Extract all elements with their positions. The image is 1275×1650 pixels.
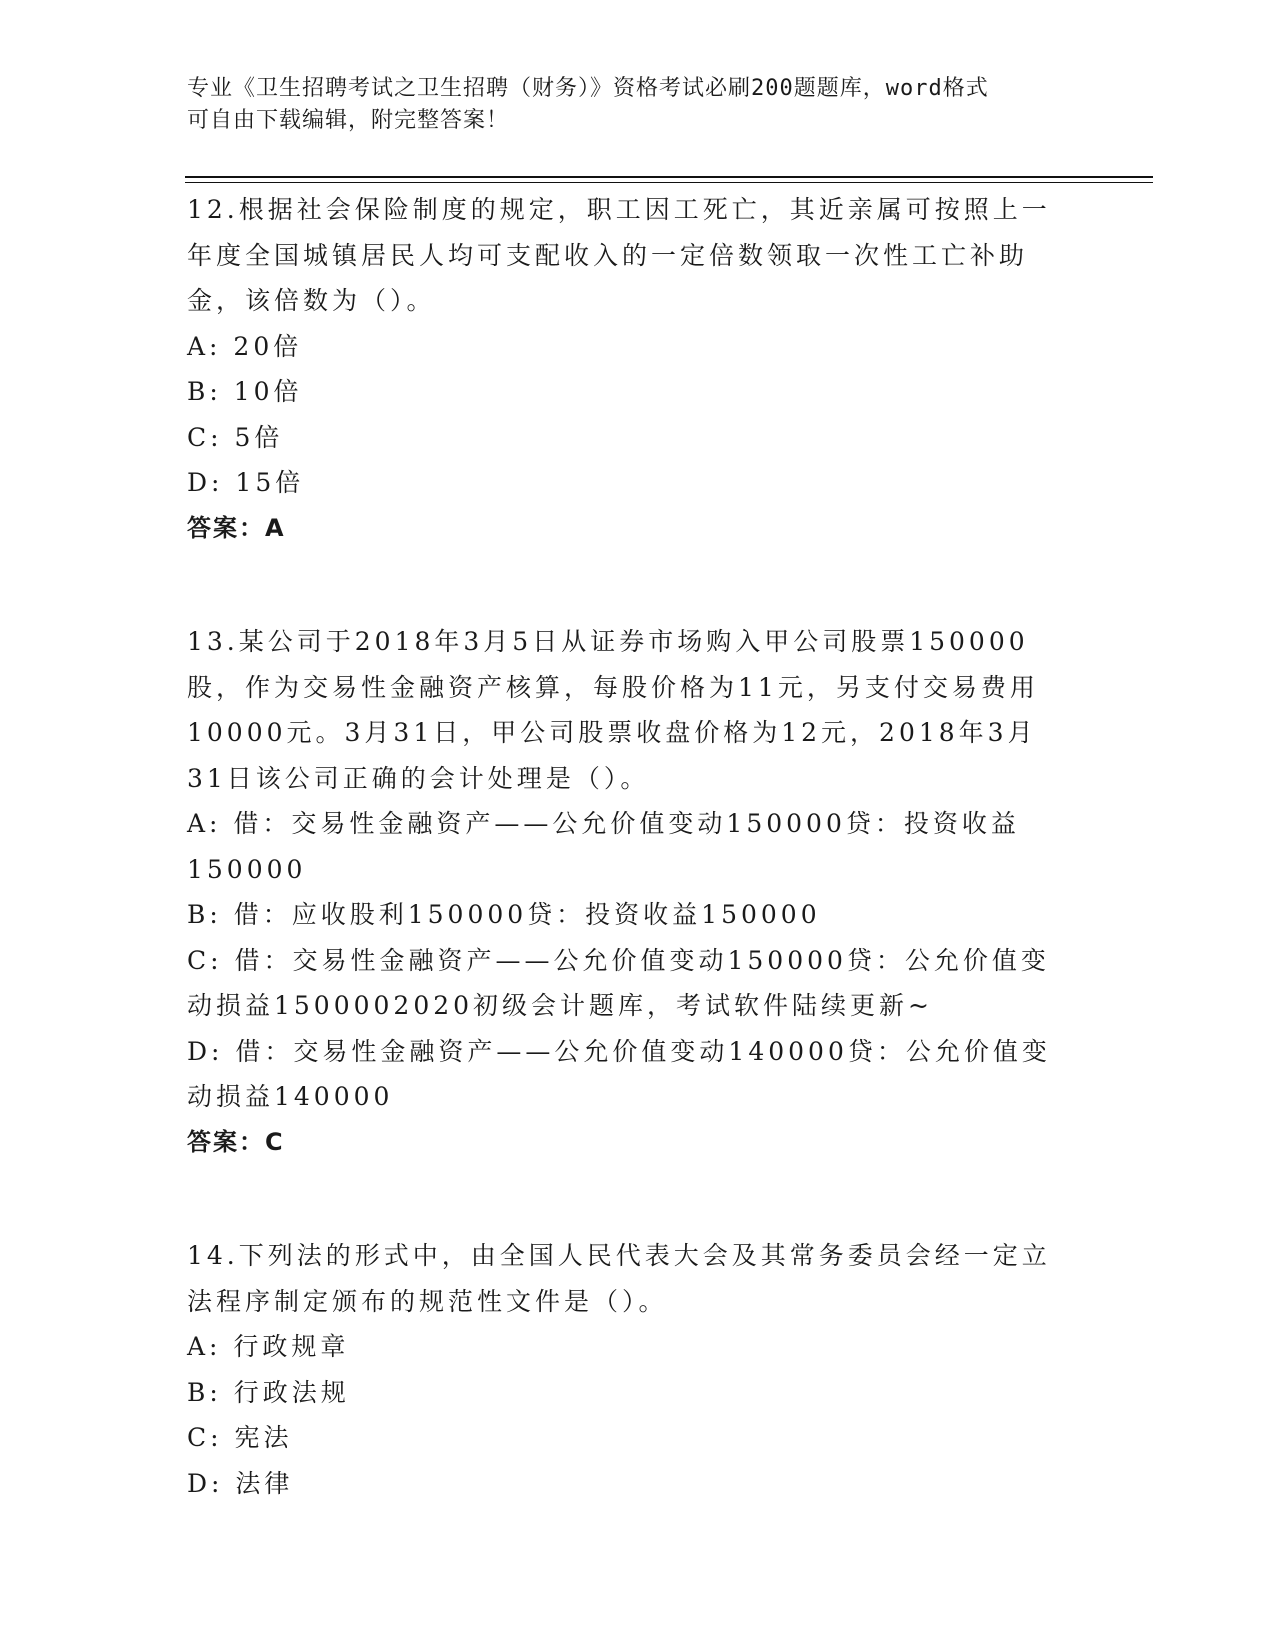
option-a: A: 借：交易性金融资产——公允价值变动150000贷：投资收益150000 — [187, 809, 1020, 884]
option-d: D: 15倍 — [187, 468, 305, 497]
question-list — [187, 187, 1067, 1506]
option-a: A: 行政规章 — [187, 1332, 350, 1361]
document-header — [187, 73, 1067, 137]
option-b: B: 10倍 — [187, 377, 303, 406]
option-c: C: 宪法 — [187, 1423, 293, 1452]
question-13 — [187, 619, 1067, 1165]
option-a: A: 20倍 — [187, 331, 303, 361]
option-d: D: 法律 — [187, 1468, 294, 1498]
option-d: D: 借：交易性金融资产——公允价值变动140000贷：公允价值变动损益140000 — [187, 1036, 1051, 1111]
option-b: B: 行政法规 — [187, 1377, 350, 1407]
header-line-1: 专业《卫生招聘考试之卫生招聘（财务）》资格考试必刷200题题库，word格式 — [187, 76, 989, 101]
header-line-2: 可自由下载编辑，附完整答案！ — [187, 108, 510, 133]
question-12 — [187, 187, 1067, 551]
header-divider-thin — [185, 182, 1153, 183]
answer-label: 答案：C — [187, 1127, 285, 1156]
question-stem: 12.根据社会保险制度的规定，职工因工死亡，其近亲属可按照上一年度全国城镇居民人均可支配收入的一定倍数领取一次性工亡补助金，该倍数为（）。 — [187, 195, 1051, 315]
question-spacer — [187, 551, 1067, 619]
option-c: C: 借：交易性金融资产——公允价值变动150000贷：公允价值变动损益1500002020初级会计题库，考试软件陆续更新~ — [187, 945, 1050, 1020]
question-stem: 13.某公司于2018年3月5日从证券市场购入甲公司股票150000股，作为交易性金融资产核算，每股价格为11元，另支付交易费用10000元。3月31日，甲公司股票收盘价格为12元，2018年3月31日该公司正确的会计处理是（）。 — [187, 627, 1039, 793]
answer-label: 答案：A — [187, 513, 286, 542]
question-spacer — [187, 1165, 1067, 1233]
option-b: B: 借：应收股利150000贷：投资收益150000 — [187, 900, 821, 929]
header-divider-thick — [185, 176, 1153, 178]
option-c: C: 5倍 — [187, 422, 284, 452]
question-14 — [187, 1233, 1067, 1506]
question-stem: 14.下列法的形式中，由全国人民代表大会及其常务委员会经一定立法程序制定颁布的规范性文件是（）。 — [187, 1241, 1051, 1316]
